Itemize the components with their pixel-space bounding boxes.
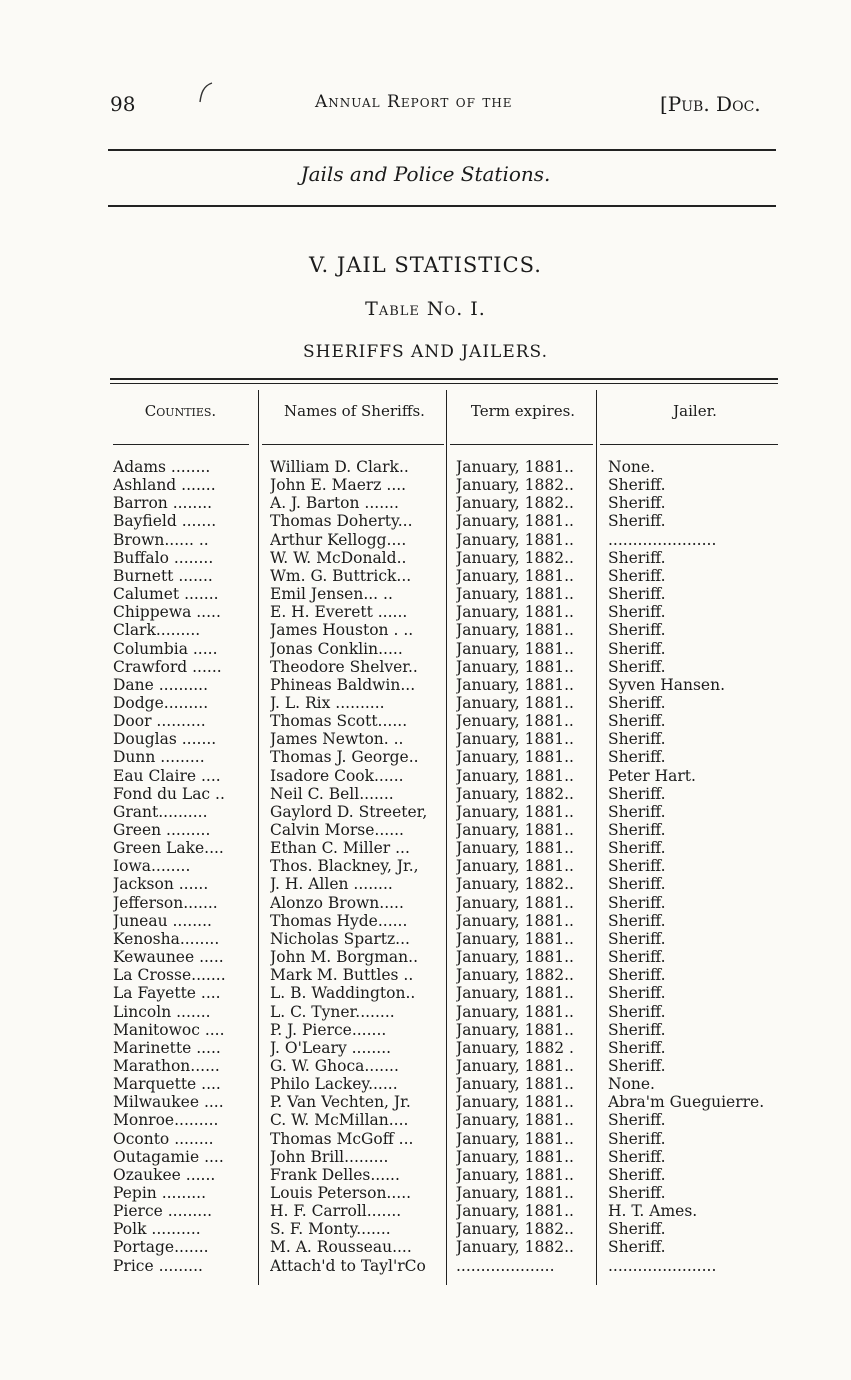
table-row: [0, 640, 851, 658]
table-row: [0, 658, 851, 676]
jailer-cell: ......................: [608, 530, 717, 549]
county-cell: Door ..........: [113, 712, 206, 731]
county-cell: Fond du Lac ..: [113, 784, 225, 803]
sheriff-cell: W. W. McDonald..: [270, 548, 407, 567]
term-cell: January, 1881..: [456, 603, 574, 622]
term-cell: January, 1882 .: [456, 1038, 574, 1057]
term-cell: January, 1881..: [456, 1202, 574, 1221]
publication-doc-label: [Pub. Doc.: [660, 92, 761, 116]
table-row: [0, 512, 851, 530]
term-cell: January, 1881..: [456, 1111, 574, 1130]
table-row: [0, 1093, 851, 1111]
header-underline: [262, 444, 444, 445]
table-row: [0, 1130, 851, 1148]
table-row: [0, 621, 851, 639]
table-row: [0, 767, 851, 785]
header-rule-bottom: [108, 205, 776, 207]
county-cell: Dunn .........: [113, 748, 205, 767]
jailer-cell: Sheriff.: [608, 966, 666, 985]
term-cell: January, 1881..: [456, 512, 574, 531]
term-cell: January, 1882..: [456, 784, 574, 803]
county-cell: Kenosha........: [113, 929, 220, 948]
county-cell: Pepin .........: [113, 1184, 207, 1202]
term-cell: January, 1881..: [456, 821, 574, 839]
jailer-cell: Sheriff.: [608, 476, 666, 495]
county-cell: Iowa........: [113, 857, 191, 876]
term-cell: January, 1881..: [456, 1020, 574, 1039]
table-row: [0, 603, 851, 621]
sheriff-cell: Frank Delles......: [270, 1165, 400, 1184]
term-cell: January, 1881..: [456, 530, 574, 549]
jailer-cell: Sheriff.: [608, 839, 666, 858]
county-cell: Crawford ......: [113, 657, 222, 676]
column-header-sheriffs: Names of Sheriffs.: [284, 402, 425, 420]
term-cell: January, 1881..: [456, 621, 574, 640]
table-row: [0, 984, 851, 1002]
county-cell: Jefferson.......: [113, 893, 218, 912]
table-row: [0, 1257, 851, 1275]
sheriff-cell: Ethan C. Miller ...: [270, 839, 410, 858]
sheriff-cell: C. W. McMillan....: [270, 1111, 409, 1130]
table-subtitle: SHERIFFS AND JAILERS.: [303, 342, 548, 362]
county-cell: Bayfield .......: [113, 512, 217, 531]
jailer-cell: Sheriff.: [608, 875, 666, 894]
sheriff-cell: Thomas Hyde......: [270, 911, 408, 930]
county-cell: La Crosse.......: [113, 966, 226, 985]
term-cell: January, 1881..: [456, 984, 574, 1003]
jailer-cell: Sheriff.: [608, 639, 666, 658]
sheriff-cell: P. J. Pierce.......: [270, 1020, 387, 1039]
table-row: [0, 494, 851, 512]
sheriff-cell: L. C. Tyner........: [270, 1002, 395, 1021]
table-row: [0, 875, 851, 893]
sheriff-cell: Neil C. Bell.......: [270, 784, 394, 803]
jailer-cell: Sheriff.: [608, 1238, 666, 1257]
table-row: [0, 1021, 851, 1039]
jailer-cell: Sheriff.: [608, 603, 666, 622]
sheriff-cell: Gaylord D. Streeter,: [270, 802, 428, 821]
table-row: [0, 1184, 851, 1202]
jailer-cell: Sheriff.: [608, 1129, 666, 1148]
table-row: [0, 1202, 851, 1220]
sheriff-cell: Attach'd to Tayl'rCo: [270, 1256, 426, 1275]
jailer-cell: Sheriff.: [608, 1020, 666, 1039]
term-cell: January, 1881..: [456, 1147, 574, 1166]
table-row: [0, 676, 851, 694]
running-title: Annual Report of the: [315, 92, 513, 112]
jailer-cell: Sheriff.: [608, 548, 666, 567]
county-cell: Eau Claire ....: [113, 766, 221, 785]
sheriff-cell: Thomas Scott......: [270, 712, 408, 731]
county-cell: Douglas .......: [113, 730, 217, 749]
jailer-cell: Sheriff.: [608, 494, 666, 513]
jailer-cell: Sheriff.: [608, 984, 666, 1003]
jailer-cell: Sheriff.: [608, 821, 666, 839]
term-cell: January, 1882..: [456, 476, 574, 495]
county-cell: Clark.........: [113, 621, 201, 640]
county-cell: Polk ..........: [113, 1220, 201, 1239]
jailer-cell: Sheriff.: [608, 693, 666, 712]
column-header-jailer: Jailer.: [673, 402, 717, 420]
table-row: [0, 1148, 851, 1166]
jailer-cell: Sheriff.: [608, 802, 666, 821]
county-cell: Burnett .......: [113, 566, 213, 585]
sheriff-cell: J. L. Rix ..........: [270, 693, 385, 712]
sheriff-cell: Alonzo Brown.....: [270, 893, 404, 912]
table-row: [0, 966, 851, 984]
sheriff-cell: L. B. Waddington..: [270, 984, 416, 1003]
county-cell: Brown...... ..: [113, 530, 209, 549]
county-cell: Ozaukee ......: [113, 1165, 216, 1184]
sheriff-cell: John Brill.........: [270, 1147, 389, 1166]
county-cell: Green .........: [113, 821, 211, 839]
term-cell: January, 1881..: [456, 748, 574, 767]
header-underline: [113, 444, 249, 445]
jailer-cell: Abra'm Gueguierre.: [608, 1093, 765, 1112]
term-cell: January, 1881..: [456, 657, 574, 676]
sheriff-cell: Phineas Baldwin...: [270, 675, 416, 694]
jailer-cell: Sheriff.: [608, 512, 666, 531]
jailer-cell: Sheriff.: [608, 730, 666, 749]
county-cell: Price .........: [113, 1256, 203, 1275]
county-cell: Marathon......: [113, 1056, 220, 1075]
county-cell: Kewaunee .....: [113, 948, 224, 967]
term-cell: January, 1881..: [456, 1056, 574, 1075]
county-cell: Outagamie ....: [113, 1147, 224, 1166]
term-cell: January, 1881..: [456, 839, 574, 858]
table-row: [0, 857, 851, 875]
table-row: [0, 803, 851, 821]
county-cell: Juneau ........: [113, 911, 212, 930]
county-cell: La Fayette ....: [113, 984, 221, 1003]
jailer-cell: Sheriff.: [608, 748, 666, 767]
term-cell: January, 1882..: [456, 1220, 574, 1239]
table-row: [0, 748, 851, 766]
table-row: [0, 567, 851, 585]
section-title: Jails and Police Stations.: [300, 162, 551, 186]
jailer-cell: Sheriff.: [608, 929, 666, 948]
jailer-cell: Sheriff.: [608, 1220, 666, 1239]
county-cell: Marinette .....: [113, 1038, 221, 1057]
sheriff-cell: Jonas Conklin.....: [270, 639, 403, 658]
sheriff-cell: P. Van Vechten, Jr.: [270, 1093, 411, 1112]
jailer-cell: Syven Hansen.: [608, 675, 725, 694]
table-row: [0, 930, 851, 948]
county-cell: Dodge.........: [113, 693, 209, 712]
term-cell: January, 1881..: [456, 458, 574, 476]
jailer-cell: Sheriff.: [608, 1165, 666, 1184]
term-cell: January, 1881..: [456, 1002, 574, 1021]
table-row: [0, 1057, 851, 1075]
jailer-cell: Sheriff.: [608, 566, 666, 585]
county-cell: Manitowoc ....: [113, 1020, 225, 1039]
jailer-cell: H. T. Ames.: [608, 1202, 698, 1221]
term-cell: January, 1881..: [456, 675, 574, 694]
county-cell: Portage.......: [113, 1238, 209, 1257]
term-cell: January, 1881..: [456, 929, 574, 948]
sheriff-cell: Mark M. Buttles ..: [270, 966, 414, 985]
sheriff-cell: John M. Borgman..: [270, 948, 418, 967]
term-cell: January, 1881..: [456, 639, 574, 658]
sheriff-cell: A. J. Barton .......: [270, 494, 399, 513]
term-cell: January, 1881..: [456, 1093, 574, 1112]
sheriff-cell: Thos. Blackney, Jr.,: [270, 857, 419, 876]
jailer-cell: None.: [608, 1075, 655, 1094]
sheriff-cell: Thomas Doherty...: [270, 512, 413, 531]
jailer-cell: Sheriff.: [608, 585, 666, 604]
term-cell: January, 1882..: [456, 875, 574, 894]
term-cell: January, 1881..: [456, 1129, 574, 1148]
county-cell: Pierce .........: [113, 1202, 213, 1221]
table-row: [0, 1039, 851, 1057]
jailer-cell: Sheriff.: [608, 784, 666, 803]
table-row: [0, 1111, 851, 1129]
county-cell: Marquette ....: [113, 1075, 221, 1094]
sheriff-cell: J. O'Leary ........: [270, 1038, 392, 1057]
sheriff-cell: Isadore Cook......: [270, 766, 404, 785]
table-row: [0, 785, 851, 803]
county-cell: Calumet .......: [113, 585, 219, 604]
term-cell: January, 1881..: [456, 693, 574, 712]
sheriff-cell: J. H. Allen ........: [270, 875, 393, 894]
pencil-mark: [196, 80, 216, 104]
term-cell: Jenuary, 1881..: [456, 712, 574, 731]
term-cell: January, 1881..: [456, 802, 574, 821]
sheriff-cell: Arthur Kellogg....: [270, 530, 407, 549]
county-cell: Grant..........: [113, 802, 208, 821]
jailer-cell: Sheriff.: [608, 1147, 666, 1166]
term-cell: January, 1881..: [456, 585, 574, 604]
table-title: Table No. I.: [365, 298, 486, 320]
county-cell: Oconto ........: [113, 1129, 214, 1148]
sheriff-cell: Wm. G. Buttrick...: [270, 566, 412, 585]
jailer-cell: ......................: [608, 1256, 717, 1275]
term-cell: January, 1881..: [456, 857, 574, 876]
table-rule-top-thin: [110, 383, 778, 384]
county-cell: Chippewa .....: [113, 603, 221, 622]
header-underline: [450, 444, 593, 445]
sheriff-cell: Thomas McGoff ...: [270, 1129, 414, 1148]
sheriff-cell: John E. Maerz ....: [270, 476, 407, 495]
sheriff-cell: M. A. Rousseau....: [270, 1238, 412, 1257]
table-row: [0, 476, 851, 494]
table-row: [0, 531, 851, 549]
term-cell: ....................: [456, 1256, 555, 1275]
table-row: [0, 1238, 851, 1256]
header-underline: [600, 444, 778, 445]
term-cell: January, 1881..: [456, 766, 574, 785]
table-row: [0, 694, 851, 712]
sheriff-cell: William D. Clark..: [270, 458, 409, 476]
term-cell: January, 1881..: [456, 948, 574, 967]
county-cell: Monroe.........: [113, 1111, 219, 1130]
table-row: [0, 1075, 851, 1093]
table-row: [0, 712, 851, 730]
sheriff-cell: Thomas J. George..: [270, 748, 419, 767]
county-cell: Ashland .......: [113, 476, 216, 495]
sheriff-cell: E. H. Everett ......: [270, 603, 408, 622]
term-cell: January, 1881..: [456, 1075, 574, 1094]
sheriff-cell: G. W. Ghoca.......: [270, 1056, 399, 1075]
column-header-counties: Counties.: [144, 402, 217, 420]
main-title: V. JAIL STATISTICS.: [309, 253, 542, 277]
jailer-cell: Sheriff.: [608, 1002, 666, 1021]
term-cell: January, 1881..: [456, 566, 574, 585]
jailer-cell: None.: [608, 458, 655, 476]
table-row: [0, 894, 851, 912]
sheriff-cell: Louis Peterson.....: [270, 1184, 412, 1202]
table-row: [0, 821, 851, 839]
jailer-cell: Peter Hart.: [608, 766, 696, 785]
jailer-cell: Sheriff.: [608, 911, 666, 930]
table-rule-top: [110, 378, 778, 380]
county-cell: Green Lake....: [113, 839, 224, 858]
term-cell: January, 1881..: [456, 730, 574, 749]
table-row: [0, 912, 851, 930]
sheriff-cell: Emil Jensen... ..: [270, 585, 393, 604]
sheriff-cell: S. F. Monty.......: [270, 1220, 391, 1239]
term-cell: January, 1881..: [456, 911, 574, 930]
term-cell: January, 1882..: [456, 548, 574, 567]
table-row: [0, 730, 851, 748]
column-header-term: Term expires.: [470, 402, 576, 420]
sheriff-cell: James Newton. ..: [270, 730, 404, 749]
sheriff-cell: H. F. Carroll.......: [270, 1202, 402, 1221]
table-row: [0, 458, 851, 476]
table-row: [0, 549, 851, 567]
county-cell: Buffalo ........: [113, 548, 214, 567]
county-cell: Adams ........: [113, 458, 211, 476]
jailer-cell: Sheriff.: [608, 948, 666, 967]
sheriff-cell: Nicholas Spartz...: [270, 929, 410, 948]
jailer-cell: Sheriff.: [608, 1038, 666, 1057]
sheriff-cell: James Houston . ..: [270, 621, 414, 640]
county-cell: Columbia .....: [113, 639, 218, 658]
county-cell: Dane ..........: [113, 675, 209, 694]
header-rule-top: [108, 149, 776, 151]
county-cell: Jackson ......: [113, 875, 209, 894]
table-row: [0, 1003, 851, 1021]
county-cell: Barron ........: [113, 494, 213, 513]
term-cell: January, 1881..: [456, 893, 574, 912]
term-cell: January, 1882..: [456, 494, 574, 513]
jailer-cell: Sheriff.: [608, 893, 666, 912]
jailer-cell: Sheriff.: [608, 1111, 666, 1130]
county-cell: Lincoln .......: [113, 1002, 211, 1021]
table-row: [0, 585, 851, 603]
term-cell: January, 1881..: [456, 1165, 574, 1184]
jailer-cell: Sheriff.: [608, 712, 666, 731]
page-number: 98: [110, 92, 136, 116]
table-row: [0, 839, 851, 857]
jailer-cell: Sheriff.: [608, 1184, 666, 1202]
county-cell: Milwaukee ....: [113, 1093, 224, 1112]
term-cell: January, 1882..: [456, 1238, 574, 1257]
table-row: [0, 1220, 851, 1238]
term-cell: January, 1882..: [456, 966, 574, 985]
table-row: [0, 948, 851, 966]
jailer-cell: Sheriff.: [608, 857, 666, 876]
sheriff-cell: Calvin Morse......: [270, 821, 404, 839]
jailer-cell: Sheriff.: [608, 621, 666, 640]
sheriff-cell: Philo Lackey......: [270, 1075, 398, 1094]
jailer-cell: Sheriff.: [608, 657, 666, 676]
sheriff-cell: Theodore Shelver..: [270, 657, 418, 676]
jailer-cell: Sheriff.: [608, 1056, 666, 1075]
term-cell: January, 1881..: [456, 1184, 574, 1202]
table-row: [0, 1166, 851, 1184]
